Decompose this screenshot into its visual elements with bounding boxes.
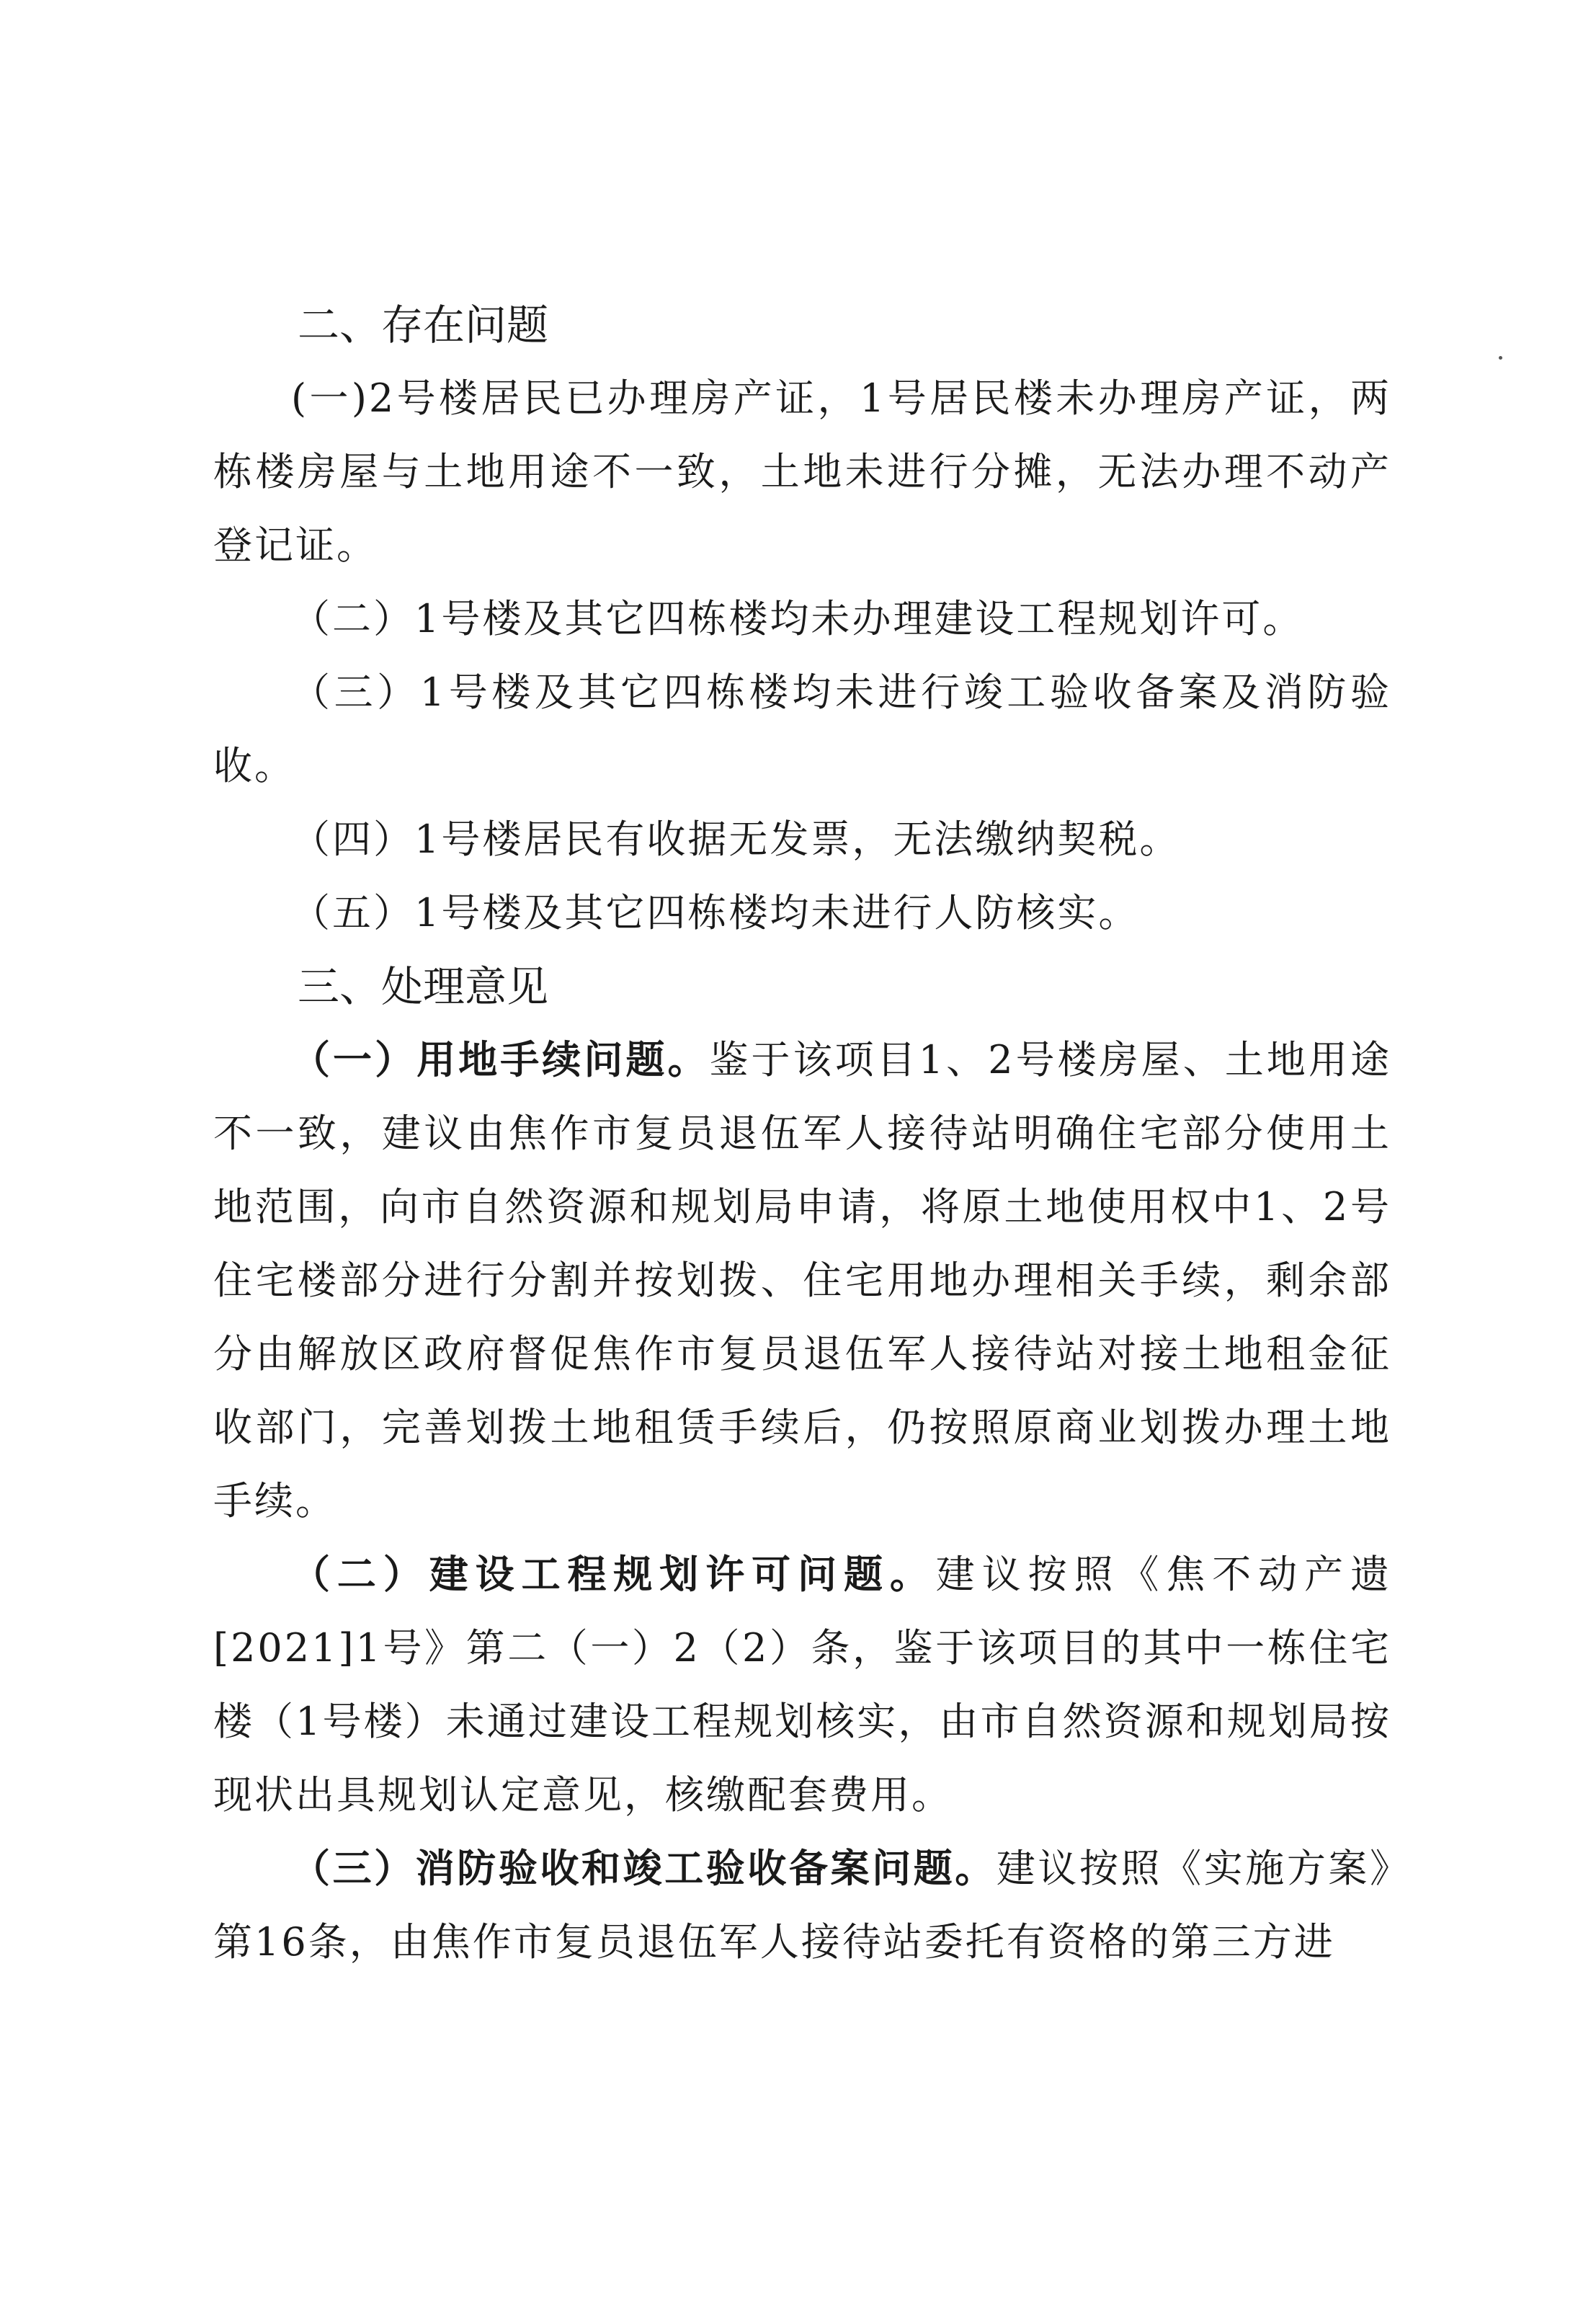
problem-item-2: （二）1号楼及其它四栋楼均未办理建设工程规划许可。 [291, 596, 1304, 641]
opinion-item-3-text: 建议按照《实施方案》第16条，由焦作市复员退伍军人接待站委托有资格的第三方进 [213, 1846, 1392, 1965]
opinion-item-2-text: 建议按照《焦不动产遗[2021]1号》第二（一）2（2）条，鉴于该项目的其中一栋住宅楼（1号楼）未通过建设工程规划核实，由市自然资源和规划局按现状出具规划认定意见，核缴配套费用。 [213, 1552, 1391, 1818]
section-heading-problems: 二、存在问题 [298, 301, 549, 350]
opinion-item-2 [213, 1538, 1391, 1832]
opinion-item-1-lead: （一）用地手续问题。 [291, 1037, 710, 1082]
opinion-item-1-text: 鉴于该项目1、2号楼房屋、土地用途不一致，建议由焦作市复员退伍军人接待站明确住宅部分使用土地范围，向市自然资源和规划局申请，将原土地使用权中1、2号住宅楼部分进行分割并按划拨、住宅用地办理相关手续，剩余部分由解放区政府督促焦作市复员退伍军人接待站对接土地租金征收部门，完善划拨土地租赁手续后，仍按照原商业划拨办理土地手续。 [213, 1037, 1392, 1524]
problem-item-1: (一)2号楼居民已办理房产证，1号居民楼未办理房产证，两栋楼房屋与土地用途不一致，土地未进行分摊，无法办理不动产登记证。 [213, 375, 1391, 568]
problem-item-3: （三）1号楼及其它四栋楼均未进行竣工验收备案及消防验收。 [213, 670, 1391, 788]
document-body [213, 288, 1391, 1979]
scan-speck [1499, 356, 1502, 360]
opinion-item-3 [213, 1832, 1391, 1979]
section-heading-opinions: 三、处理意见 [298, 962, 549, 1011]
problem-item-4: （四）1号楼居民有收据无发票，无法缴纳契税。 [291, 817, 1181, 862]
opinion-item-3-lead: （三）消防验收和竣工验收备案问题。 [291, 1846, 997, 1891]
opinion-item-1 [213, 1023, 1391, 1538]
problem-item-5: （五）1号楼及其它四栋楼均未进行人防核实。 [291, 890, 1140, 935]
opinion-item-2-lead: （二）建设工程规划许可问题。 [291, 1552, 936, 1597]
